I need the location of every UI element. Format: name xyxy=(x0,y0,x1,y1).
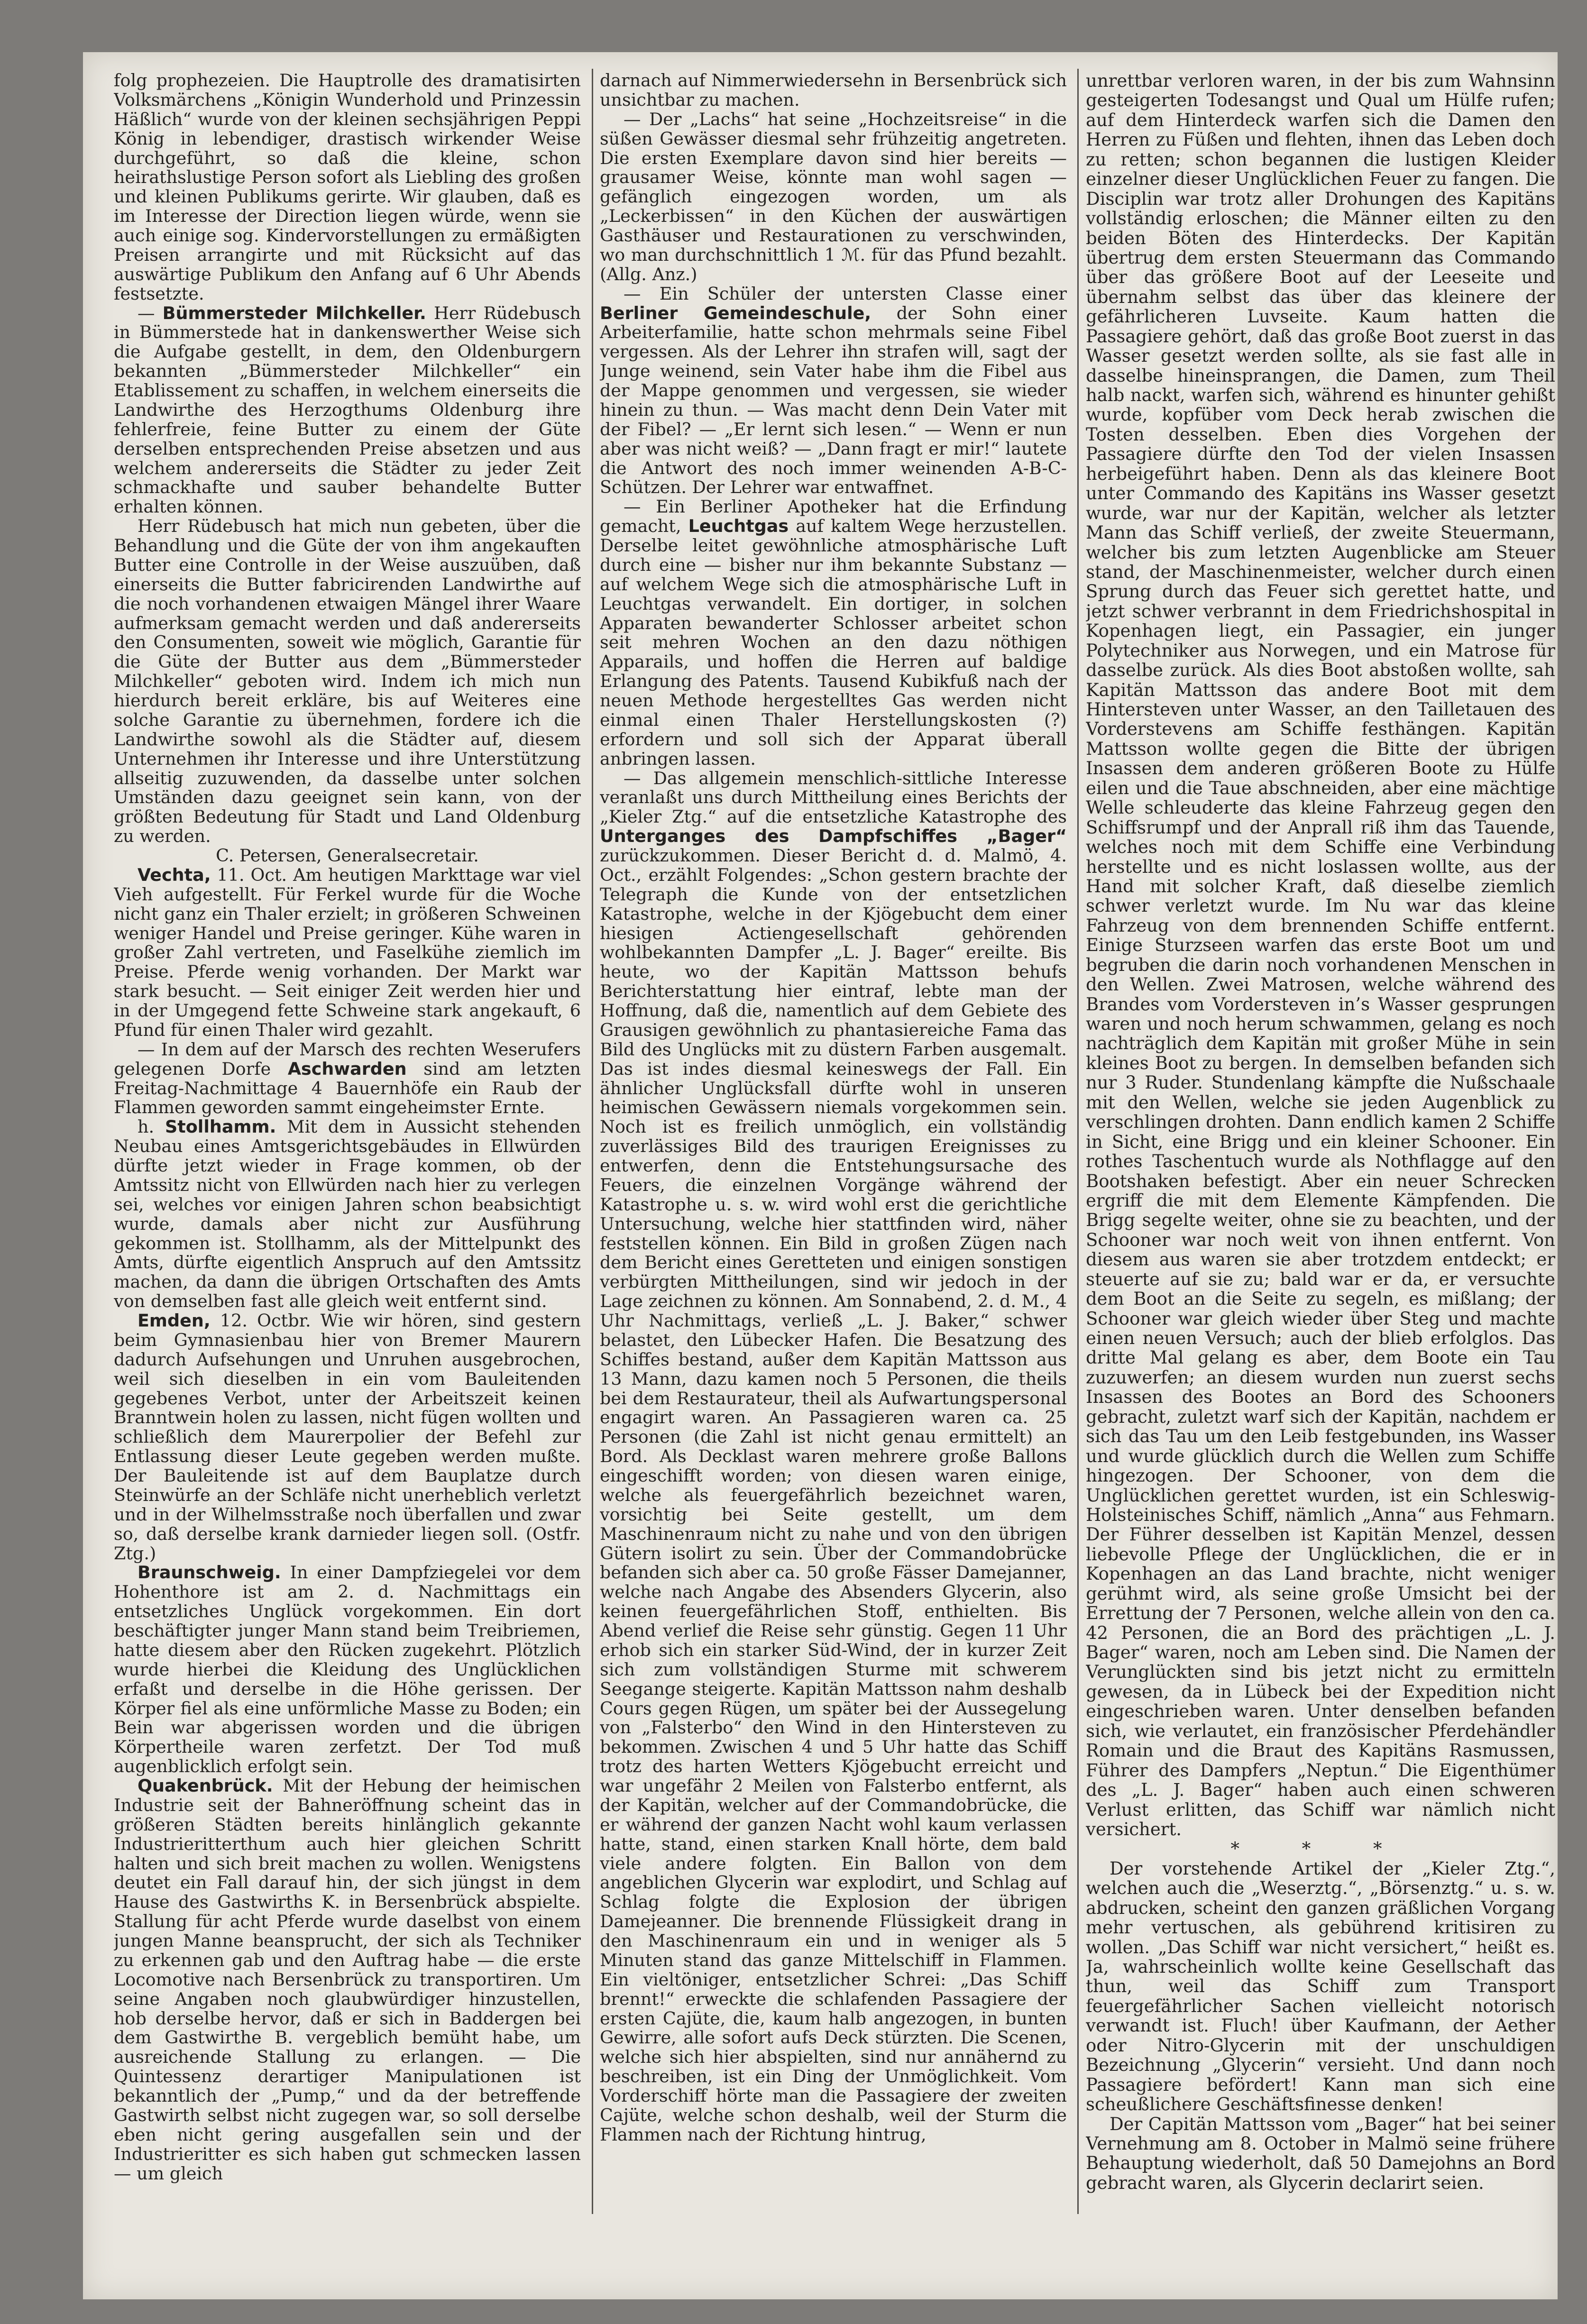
lachs-source: (Allg. Anz.) xyxy=(600,264,697,284)
mattsson-paragraph: Der Capitän Mattsson vom „Bager“ hat bei seiner Vernehmung am 8. October in Malmö seine frühere Behauptung wiederholt, daß 50 Damejohns an Bord gebracht waren, als Glycerin declarirt seien. xyxy=(1086,2114,1555,2193)
milk-signature: C. Petersen, Generalsecretair. xyxy=(216,845,479,866)
quakenbrueck-paragraph: Quakenbrück. Mit der Hebung der heimischen Industrie seit der Bahneröffnung scheint das in größeren Städten bereits hinlänglich gekannte Industrieritterthum auch hier gleichen Schritt halten und sich breit machen zu wollen. Wenigstens deutet ein Fall darauf hin, der sich jüngst in dem Hause des Gastwirths K. in Bersenbrück abspielte. Stallung für acht Pferde wurde daselbst von einem jungen Manne beansprucht, der sich als Techniker zu erkennen gab und den Auftrag habe — die erste Locomotive nach Bersenbrück zu transportiren. Um seine Angaben noch glaubwürdiger hinzustellen, hob derselbe hervor, daß er sich in Baddergen bei dem Gastwirthe B. vergeblich bemüht habe, um ausreichende Stallung zu erlangen. — Die Quintessenz derartiger Manipulationen ist bekanntlich der „Pump,“ und da der betreffende Gastwirth selbst nicht zugegen war, so soll derselbe eben nicht gering ausgefallen sein und der Industrieritter es sich haben gut schmecken lassen — um gleich xyxy=(114,1775,581,2184)
schueler-paragraph: — Ein Schüler der untersten Classe einer Berliner Gemeindeschule, der Sohn einer Arbeiterfamilie, hatte schon mehrmals seine Fibel vergessen. Als der Lehrer ihn strafen will, sagt der Junge weinend, sein Vater habe ihm die Fibel aus der Mappe genommen und vergessen, sie wieder hinein zu thun. — Was macht denn Dein Vater mit der Fibel? — „Er lernt sich lesen.“ — Wenn er nun aber was nicht weiß? — „Dann fragt er mir!“ lautete die Antwort des noch immer weinenden A-B-C-Schützen. Der Lehrer war entwaffnet. xyxy=(600,283,1067,498)
milk-heading: Bümmersteder Milchkeller. xyxy=(162,302,426,323)
bager-continuation: unrettbar verloren waren, in der bis zum Wahnsinn gesteigerten Todesangst und Qual um Hülfe rufen; auf dem Hinterdeck warfen sich die Damen den Herren zu Füßen und flehten, ihnen das Leben doch zu retten; schon begannen die lustigen Kleider einzelner dieser Unglücklichen Feuer zu fangen. Die Disciplin war trotz aller Drohungen des Kapitäns vollständig erloschen; die Männer eilten zu den beiden Böten des Hinterdecks. Der Kapitän übertrug dem ersten Steuermann das Commando über das größere Boot auf der Leeseite und übernahm selbst das über das kleinere der gefährlicheren Luvseite. Kaum hatten die Passagiere gehört, daß das große Boot zuerst in das Wasser gesetzt werden sollte, als sie fast alle in dasselbe hineinsprangen, die Damen, zum Theil halb nackt, warfen sich, während es hinunter gehißt wurde, kopfüber vom Deck herab zwischen die Tosten desselben. Eben dies Vorgehen der Passagiere dürfte den Tod der vielen Insassen herbeigeführt haben. Denn als das kleinere Boot unter Commando des Kapitäns ins Wasser gesetzt wurde, war nur der Kapitän, welcher als letzter Mann das Schiff verließ, der zweite Steuermann, welcher bis zum letzten Augenblicke am Steuer stand, der Maschinenmeister, welcher durch einen Sprung durch das Feuer sich gerettet hatte, und jetzt schwer verbrannt in dem Friedrichshospital in Kopenhagen liegt, ein Passagier, ein junger Polytechniker aus Norwegen, und ein Matrose für dasselbe zurück. Als dies Boot abstoßen wollte, sah Kapitän Mattsson das andere Boot mit dem Hintersteven unter Wasser, an den Tailletauen des Vorderstevens am Schiffe festhängen. Kapitän Mattsson wollte gegen die Bitte der übrigen Insassen dem anderen größeren Boote zu Hülfe eilen und die Taue abschneiden, aber eine mächtige Welle schleuderte das kleine Fahrzeug gegen den Schiffsrumpf und der Anprall riß ihm das Tauende, welches noch mit dem Schiffe eine Verbindung herstellte und es nicht loslassen wollte, aus der Hand mit solcher Kraft, daß dieselbe ziemlich schwer verletzt wurde. Im Nu war das kleine Fahrzeug von dem brennenden Schiffe entfernt. Einige Sturzseen warfen das erste Boot um und begruben die darin noch vorhandenen Menschen in den Wellen. Zwei Matrosen, welche während des Brandes vom Vordersteven in’s Wasser gesprungen waren und noch herum schwammen, gelang es noch nachträglich dem Kapitän mit großer Mühe in sein kleines Boot zu bergen. In demselben befanden sich nur 3 Ruder. Stundenlang kämpfte die Nußschaale mit den Wellen, welche sie jeden Augenblick zu verschlingen drohten. Dann endlich kamen 2 Schiffe in Sicht, eine Brigg und ein kleiner Schooner. Ein rothes Taschentuch wurde als Nothflagge auf den Bootshaken befestigt. Aber ein neuer Schrecken ergriff die mit dem Elemente Kämpfenden. Die Brigg segelte weiter, ohne sie zu beachten, und der Schooner war noch weit von ihnen entfernt. Von diesem aus waren sie aber trotzdem entdeckt; er steuerte auf sie zu; bald war er da, er versuchte dem Boot an die Seite zu segeln, es mißlang; der Schooner war gleich wieder über Steg und machte einen neuen Versuch; auch der blieb erfolglos. Das dritte Mal gelang es aber, dem Boote ein Tau zuzuwerfen; an diesem wurden nun zuerst sechs Insassen des Bootes an Bord des Schooners gebracht, zuletzt warf sich der Kapitän, nachdem er sich das Tau um den Leib festgebunden, ins Wasser und wurde glücklich durch die Wellen zum Schiffe hingezogen. Der Schooner, von dem die Unglücklichen gerettet wurden, ist ein Schleswig-Holsteinisches Schiff, nämlich „Anna“ aus Fehmarn. Der Führer desselben ist Kapitän Menzel, dessen liebevolle Pflege der Unglücklichen, die er in Kopenhagen an das Land brachte, nicht weniger gerühmt wird, als seine große Umsicht bei der Errettung der 7 Personen, welche allein von den ca. 42 Personen, die an Bord des prächtigen „L. J. Bager“ waren, noch am Leben sind. Die Namen der Verunglückten sind bis jetzt nicht zu ermitteln gewesen, da in Lübeck bei der Expedition nicht eingeschrieben waren. Unter denselben befanden sich, wie verlautet, ein französischer Pferdehändler Romain und die Braut des Kapitäns Rasmussen, Führer des Dampfers „Neptun.“ Die Eigenthümer des „L. J. Bager“ haben auch einen schweren Verlust erlitten, das Schiff war nämlich nicht versichert. xyxy=(1086,71,1555,1839)
aschwarden-paragraph: — In dem auf der Marsch des rechten Weserufers gelegenen Dorfe Aschwarden sind am letzten Freitag-Nachmittage 4 Bauernhöfe ein Raub der Flammen geworden sammt eingeheimster Ernte. xyxy=(114,1039,581,1118)
stollhamm-paragraph: h. Stollhamm. Mit dem in Aussicht stehenden Neubau eines Amtsgerichtsgebäudes in Ellwürden dürfte jetzt wieder in Frage kommen, ob der Amtssitz nicht von Ellwürden nach hier zu verlegen sei, welches vor einigen Jahren schon beabsichtigt wurde, damals aber nicht zur Ausführung gekommen ist. Stollhamm, als der Mittelpunkt des Amts, dürfte eigentlich Anspruch auf den Amtssitz machen, da dann die übrigen Ortschaften des Amts von demselben fast alle gleich weit entfernt sind. xyxy=(114,1116,581,1312)
schueler-heading: Berliner Gemeindeschule, xyxy=(600,302,871,323)
milk-paragraph: — Bümmersteder Milchkeller. Herr Rüdebusch in Bümmerstede hat in dankenswerther Weise sich die Aufgabe gestellt, in dem, den Oldenburgern bekannten „Bümmersteder Milchkeller“ ein Etablissement zu schaffen, in welchem einerseits die Landwirthe des Herzogthums Oldenburg ihre fehlerfreie, feine Butter zu einem der Güte derselben entsprechenden Preise absetzen und aus welchem andererseits die Städter zu jeder Zeit schmackhafte und sauber behandelte Butter erhalten können. xyxy=(114,302,581,517)
milk-paragraph-2: Herr Rüdebusch hat mich nun gebeten, über die Behandlung und die Güte der von ihm angekauften Butter eine Controlle in der Weise auszuüben, daß einerseits die Butter fabricirenden Landwirthe auf die noch vorhandenen etwaigen Mängel ihrer Waare aufmerksam gemacht werden und daß andererseits den Consumenten, soweit wie möglich, Garantie für die Güte der Butter aus dem „Bümmersteder Milchkeller“ geboten wird. Indem ich mich nun hierdurch bereit erkläre, bis auf Weiteres eine solche Garantie zu übernehmen, fordere ich die Landwirthe sowohl als die Städter auf, diesem Unternehmen ihr Interesse und ihre Unterstützung allseitig zuzuwenden, da dasselbe unter solchen Umständen dazu geeignet sein kann, von der größten Bedeutung für Stadt und Land Oldenburg zu werden. xyxy=(114,516,581,847)
column-rule-left xyxy=(592,69,593,2214)
braunschweig-heading: Braunschweig. xyxy=(138,1562,281,1583)
emden-source: (Ostfr. Ztg.) xyxy=(114,1523,581,1564)
leuchtgas-heading: Leuchtgas xyxy=(688,516,789,537)
emden-heading: Emden, xyxy=(138,1310,211,1331)
theater-paragraph: folg prophezeien. Die Hauptrolle des dramatisirten Volksmärchens „Königin Wunderhold und Prinzessin Häßlich“ wurde von der kleinen sechsjährigen Peppi König in lebendiger, drastisch wirkender Weise durchgeführt, so daß die kleine, schon heirathslustige Person sofort als Liebling des großen und kleinen Publikums gerirte. Wir glauben, daß es im Interesse der Direction liegen würde, wenn sie auch einige sog. Kindervorstellungen zu ermäßigten Preisen arrangirte und mit Rücksicht auf das auswärtige Publikum den Anfang auf 6 Uhr Abends festsetzte. xyxy=(114,71,581,304)
aschwarden-heading: Aschwarden xyxy=(287,1058,407,1079)
leuchtgas-paragraph: — Ein Berliner Apotheker hat die Erfindung gemacht, Leuchtgas auf kaltem Wege herzustellen. Derselbe leitet gewöhnliche atmosphärische Luft durch eine — bisher nur ihm bekannte Substanz — auf welchem Wege sich die atmosphärische Luft in Leuchtgas verwandelt. Ein dortiger, in solchen Apparaten bewanderter Schlosser arbeitet schon seit mehren Wochen an den dazu nöthigen Apparails, und hoffen die Herren auf baldige Erlangung des Patents. Tausend Kubikfuß nach der neuen Methode hergestelltes Gas werden nicht einmal einen Thaler Herstellungskosten (?) erfordern und soll sich der Apparat überall anbringen lassen. xyxy=(600,496,1067,769)
column-3 xyxy=(1086,71,1555,2205)
braunschweig-paragraph: Braunschweig. In einer Dampfziegelei vor dem Hohenthore ist am 2. d. Nachmittags ein entsetzliches Unglück vorgekommen. Ein dort beschäftigter junger Mann stand beim Treibriemen, hatte diesem aber den Rücken zugekehrt. Plötzlich wurde hierbei die Kleidung des Unglücklichen erfaßt und derselbe in die Höhe gerissen. Der Körper fiel als eine unförmliche Masse zu Boden; ein Bein war abgerissen worden und die übrigen Körpertheile waren zerfetzt. Der Tod muß augenblicklich erfolgt sein. xyxy=(114,1562,581,1777)
stollhamm-heading: Stollhamm. xyxy=(165,1116,276,1137)
column-rule-right xyxy=(1077,69,1079,2214)
column-1 xyxy=(114,71,581,2205)
commentary-paragraph: Der vorstehende Artikel der „Kieler Ztg.“, welchen auch die „Weserztg.“, „Börsenztg.“ u. s. w. abdrucken, scheint den ganzen gräßlichen Vorgang mehr vertuschen, als gebührend kritisiren zu wollen. „Das Schiff war nicht versichert,“ heißt es. Ja, wahrscheinlich wollte keine Gesellschaft das thun, weil das Schiff zum Transport feuergefährlicher Sachen vielleicht notorisch verwandt ist. Fluch! über Kaufmann, der Aether oder Nitro-Glycerin mit der unschuldigen Bezeichnung „Glycerin“ versieht. Und dann noch Passagiere befördert! Kann man sich eine scheußlichere Geschäftsfinesse denken! xyxy=(1086,1858,1555,2115)
quakenbrueck-continuation: darnach auf Nimmerwiedersehn in Bersenbrück sich unsichtbar zu machen. xyxy=(600,71,1067,110)
vechta-heading: Vechta, xyxy=(138,864,211,885)
lachs-paragraph: — Der „Lachs“ hat seine „Hochzeitsreise“ in die süßen Gewässer diesmal sehr frühzeitig angetreten. Die ersten Exemplare davon sind hier bereits — grausamer Weise, könnte man wohl sagen — gefänglich eingezogen worden, um als „Leckerbissen“ in den Küchen der auswärtigen Gasthäuser und Restaurationen zu verschwinden, wo man durchschnittlich 1 ℳ. für das Pfund bezahlt. (Allg. Anz.) xyxy=(600,109,1067,284)
bager-paragraph: — Das allgemein menschlich-sittliche Interesse veranlaßt uns durch Mittheilung eines Berichts der „Kieler Ztg.“ auf die entsetzliche Katastrophe des Unterganges des Dampfschiffes „Bager“ zurückzukommen. Dieser Bericht d. d. Malmö, 4. Oct., erzählt Folgendes: „Schon gestern brachte der Telegraph die Kunde von der entsetzlichen Katastrophe, welche in der Kjögebucht dem einer hiesigen Actiengesellschaft gehörenden wohlbekannten Dampfer „L. J. Bager“ ereilte. Bis heute, wo der Kapitän Mattsson behufs Berichterstattung hier eintraf, lebte man der Hoffnung, daß die, namentlich auf dem Gebiete des Grausigen gewöhnlich zu phantasiereiche Fama das Bild des Unglücks mit zu düstern Farben ausgemalt. Das ist indes diesmal keineswegs der Fall. Ein ähnlicher Unglücksfall dürfte wohl in unseren heimischen Gewässern niemals vorgekommen sein. Noch ist es freilich unmöglich, ein vollständig zuverlässiges Bild des traurigen Ereignisses zu entwerfen, denn die Entstehungsursache des Feuers, die einzelnen Vorgänge während der Katastrophe u. s. w. wird wohl erst die gerichtliche Untersuchung, welche hier stattfinden wird, näher feststellen können. Ein Bild in großen Zügen nach dem Bericht eines Geretteten und einigen sonstigen verbürgten Mittheilungen, sind wir jedoch in der Lage zeichnen zu können. Am Sonnabend, 2. d. M., 4 Uhr Nachmittags, verließ „L. J. Baker,“ schwer belastet, den Lübecker Hafen. Die Besatzung des Schiffes bestand, außer dem Kapitän Mattsson aus 13 Mann, dazu kamen noch 5 Personen, die theils bei dem Restaurateur, theil als Aufwartungspersonal engagirt waren. An Passagieren waren ca. 25 Personen (die Zahl ist nicht genau ermittelt) an Bord. Als Decklast waren mehrere große Ballons eingeschifft worden; von diesen waren einige, welche als feuergefährlich bezeichnet waren, vorsichtig bei Seite gestellt, um dem Maschinenraum nicht zu nahe und von den übrigen Gütern isolirt zu sein. Über der Commandobrücke befanden sich aber ca. 50 große Fässer Damejanner, welche nach Angabe des Absenders Glycerin, also keinen feuergefährlichen Stoff, enthielten. Bis Abend verlief die Reise sehr günstig. Gegen 11 Uhr erhob sich ein starker Süd-Wind, der in kurzer Zeit sich zum vollständigen Sturme mit schwerem Seegange steigerte. Kapitän Mattsson nahm deshalb Cours gegen Rügen, um später bei der Aussegelung von „Falsterbo“ den Wind in den Hintersteven zu bekommen. Zwischen 4 und 5 Uhr hatte das Schiff trotz des harten Wetters Kjögebucht erreicht und war ungefähr 2 Meilen von Falsterbo entfernt, als der Kapitän, welcher auf der Commandobrücke, die er während der ganzen Nacht wohl kaum verlassen hatte, stand, einen starken Knall hörte, dem bald viele andere folgten. Ein Ballon von dem angeblichen Glycerin war explodirt, und Schlag auf Schlag folgte die Explosion der übrigen Damejeanner. Die brennende Flüssigkeit drang in den Maschinenraum ein und in weniger als 5 Minuten stand das ganze Mittelschiff in Flammen. Ein vieltöniger, entsetzlicher Schrei: „Das Schiff brennt!“ erweckte die schlafenden Passagiere der ersten Cajüte, die, kaum halb angezogen, in bunten Gewirre, alle sofort aufs Deck stürzten. Die Scenen, welche sich hier abspielten, sind nur annähernd zu beschreiben, ist ein Ding der Unmöglichkeit. Vom Vorderschiff hörte man die Passagiere der zweiten Cajüte, welche schon deshalb, weil der Sturm die Flammen nach der Richtung hintrug, xyxy=(600,768,1067,2145)
emden-paragraph: Emden, 12. Octbr. Wie wir hören, sind gestern beim Gymnasienbau hier von Bremer Maurern dadurch Aufsehungen und Unruhen ausgebrochen, weil sich dieselben in ein vom Bauleitenden gegebenes Verbot, unter der Arbeitszeit keinen Branntwein holen zu lassen, nicht fügen wollten und schließlich dem Maurerpolier der Befehl zur Entlassung dieser Leute gegeben werden mußte. Der Bauleitende ist auf dem Bauplatze durch Steinwürfe an der Schläfe nicht unerheblich verletzt und in der Wilhelmsstraße noch überfallen und zwar so, daß derselbe krank darnieder liegen soll. (Ostfr. Ztg.) xyxy=(114,1310,581,1564)
column-2 xyxy=(600,71,1067,2205)
vechta-paragraph: Vechta, 11. Oct. Am heutigen Markttage war viel Vieh aufgestellt. Für Ferkel wurde für die Woche nicht ganz ein Thaler erzielt; in größeren Schweinen weniger Handel und Preise geringer. Kühe waren in großer Zahl vertreten, und Faselkühe ziemlich im Preise. Pferde wenig vorhanden. Der Markt war stark besucht. — Seit einiger Zeit werden hier und in der Umgegend fette Schweine stark angekauft, 6 Pfund für einen Thaler wird gezahlt. xyxy=(114,864,581,1040)
section-separator-stars: * * * xyxy=(1230,1839,1411,1859)
bager-heading: Unterganges des Dampfschiffes „Bager“ xyxy=(600,826,1067,847)
quakenbrueck-heading: Quakenbrück. xyxy=(138,1775,273,1796)
